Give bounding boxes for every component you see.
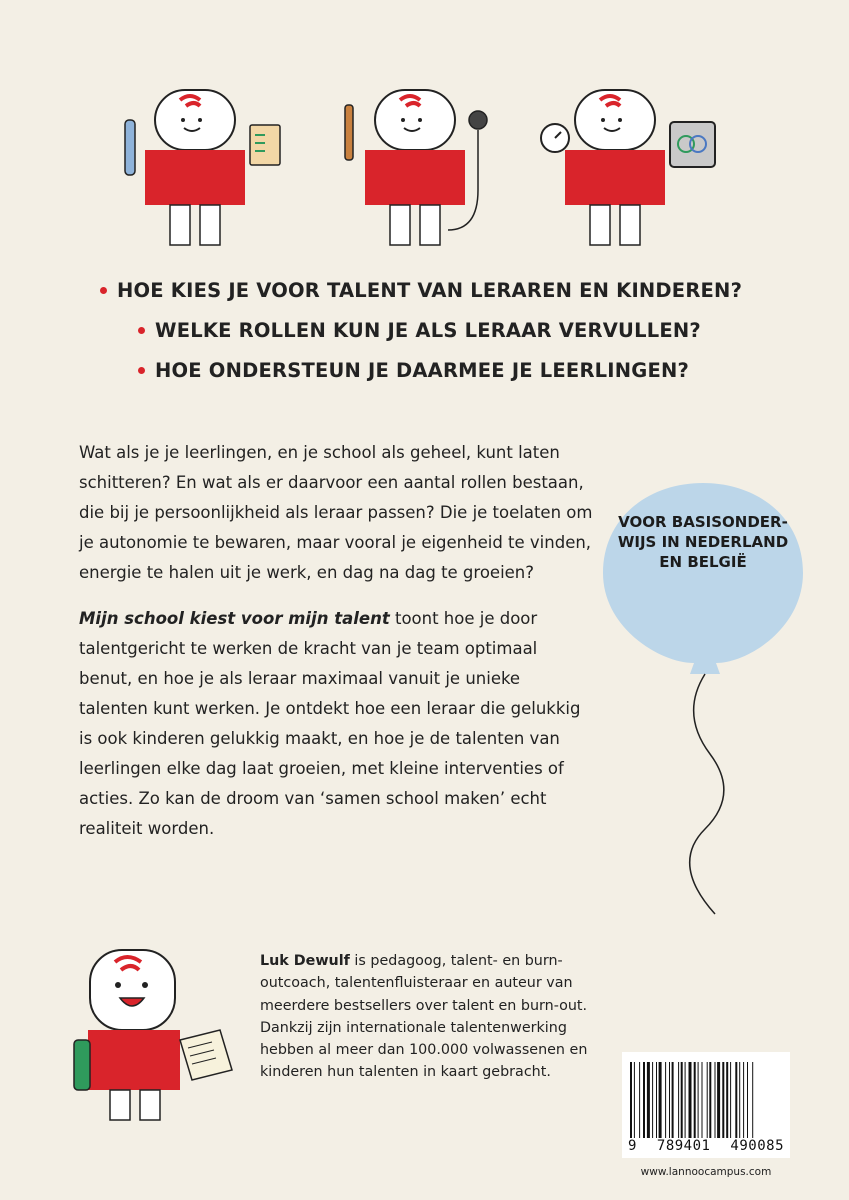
bullet-dot-icon — [138, 327, 145, 334]
question-item — [100, 310, 800, 350]
barcode-bar — [672, 1062, 674, 1138]
isbn-digit-1: 9 — [628, 1138, 637, 1154]
question-item — [100, 350, 800, 390]
barcode-bar — [669, 1062, 670, 1138]
character-illustrations — [100, 80, 700, 255]
barcode-bar — [652, 1062, 653, 1138]
barcode-bar — [689, 1062, 692, 1138]
barcode-bar — [685, 1062, 686, 1138]
isbn-group-2: 490085 — [730, 1138, 784, 1154]
barcode-bar — [743, 1062, 744, 1138]
blurb-paragraph-1: Wat als je je leerlingen, en je school als geheel, kunt laten schitteren? En wat als er daarvoor een aantal rollen bestaan, die bij je persoonlijkheid als leraar passen? Die je toelaten om je autonomie te bewaren, maar vooral je eigenheid te vinden, energie te halen uit je werk, en dag na dag te groeien? — [79, 443, 593, 582]
barcode-bar — [678, 1062, 679, 1138]
character-with-brush-and-microphone — [320, 80, 520, 255]
barcode-bar — [717, 1062, 720, 1138]
publisher-url[interactable]: www.lannoocampus.com — [640, 1166, 772, 1178]
barcode-bar — [656, 1062, 657, 1138]
blurb-paragraph-2 — [79, 604, 594, 844]
book-title: Mijn school kiest voor mijn talent — [79, 609, 390, 628]
barcode — [622, 1052, 790, 1158]
question-text: HOE ONDERSTEUN JE DAARMEE JE LEERLINGEN? — [155, 358, 690, 382]
barcode-bar — [643, 1062, 645, 1138]
barcode-bar — [698, 1062, 699, 1138]
barcode-bar — [709, 1062, 711, 1138]
barcode-bar — [752, 1062, 753, 1138]
barcode-bar — [665, 1062, 666, 1138]
bullet-dot-icon — [138, 367, 145, 374]
question-item — [100, 270, 800, 310]
question-list — [100, 270, 800, 390]
isbn-number — [628, 1138, 784, 1154]
barcode-bar — [659, 1062, 662, 1138]
character-with-pencil-and-clipboard — [100, 80, 300, 255]
barcode-bar — [726, 1062, 728, 1138]
author-name: Luk Dewulf — [260, 953, 350, 969]
barcode-bar — [702, 1062, 703, 1138]
barcode-bar — [739, 1062, 740, 1138]
barcode-bar — [735, 1062, 737, 1138]
question-text: WELKE ROLLEN KUN JE ALS LERAAR VERVULLEN? — [155, 318, 701, 342]
barcode-bar — [747, 1062, 748, 1138]
barcode-bar — [681, 1062, 683, 1138]
barcode-bar — [722, 1062, 724, 1138]
author-bio-text: is pedagoog, talent- en burn-outcoach, talentenfluisteraar en auteur van meerdere bestsellers over talent en burn-out. Dankzij zijn internationale talentenwerking hebben al meer dan 100.000 volwassenen en kinderen hun talenten in kaart gebracht. — [260, 953, 588, 1081]
balloon-label: VOOR BASISONDER-WIJS IN NEDERLAND EN BELGIË — [617, 513, 789, 571]
blurb-paragraph-2-text: toont hoe je door talentgericht te werken de kracht van je team optimaal benut, en hoe je als leraar maximaal vanuit je unieke talenten kunt werken. Je ontdekt hoe een leraar die gelukkig is ook kinderen gelukkig maakt, en hoe je de talenten van leerlingen elke dag laat groeien, met kleine interventies of acties. Zo kan de droom van ‘samen school maken’ echt realiteit worden. — [79, 609, 581, 838]
author-character-illustration — [60, 940, 250, 1125]
author-bio — [260, 950, 600, 1084]
barcode-bar — [707, 1062, 708, 1138]
character-with-stopwatch-and-tablet — [520, 80, 720, 255]
barcode-bar — [647, 1062, 650, 1138]
barcode-bars — [628, 1062, 784, 1138]
isbn-group-1: 789401 — [656, 1138, 711, 1154]
barcode-bar — [639, 1062, 640, 1138]
blurb — [79, 438, 594, 860]
barcode-bar — [715, 1062, 716, 1138]
question-text: HOE KIES JE VOOR TALENT VAN LERAREN EN KINDEREN? — [117, 278, 743, 302]
bullet-dot-icon — [100, 287, 107, 294]
barcode-bar — [634, 1062, 635, 1138]
barcode-bar — [630, 1062, 632, 1138]
barcode-bar — [730, 1062, 731, 1138]
barcode-bar — [694, 1062, 696, 1138]
